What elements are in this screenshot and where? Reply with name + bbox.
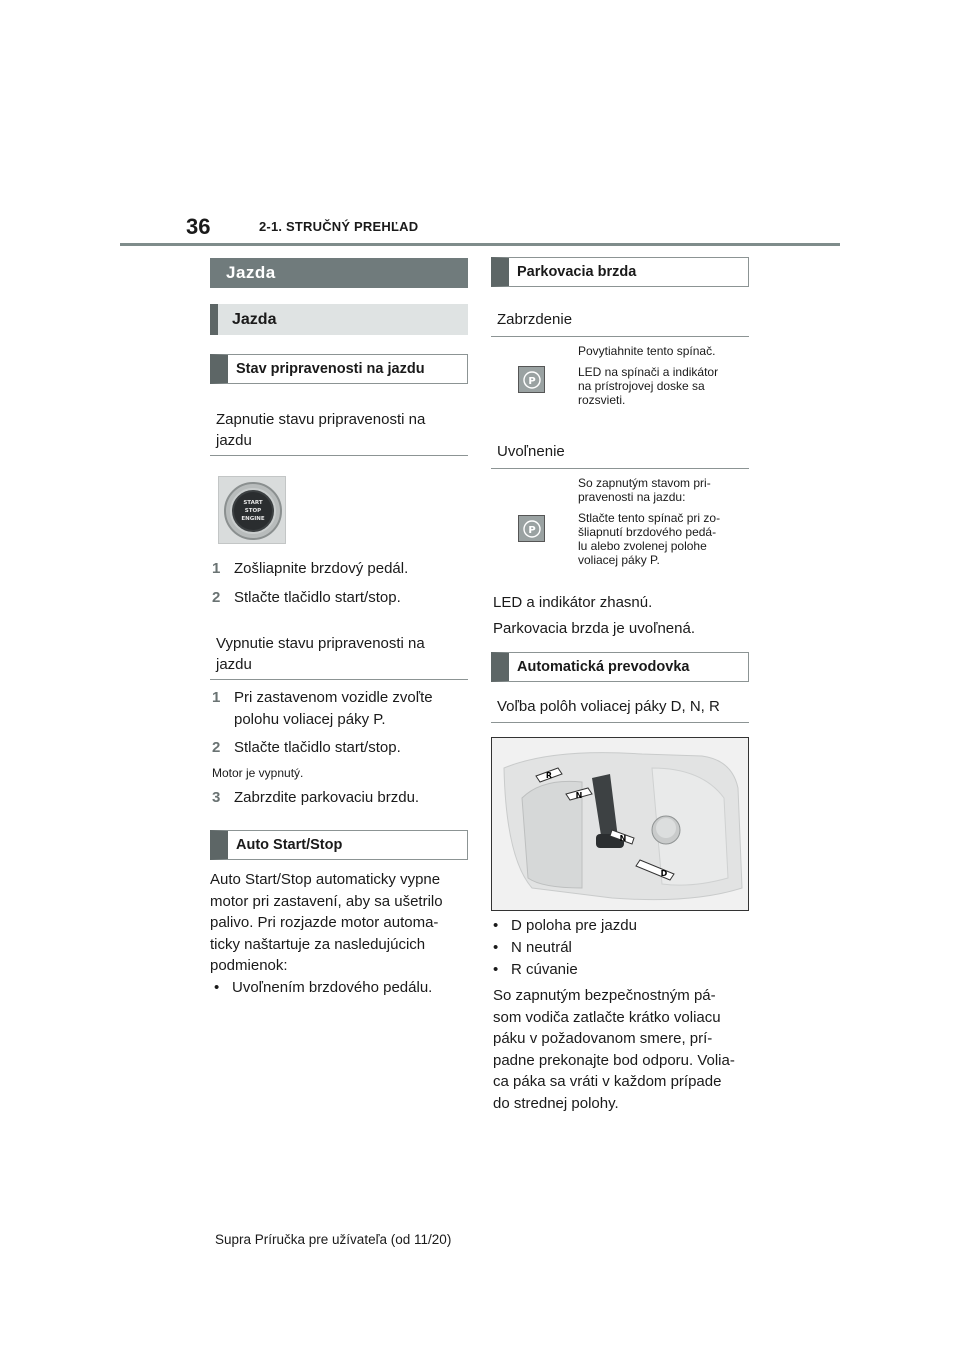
- parking-brake-symbol: [521, 369, 543, 391]
- led-off-text: LED a indikátor zhasnú.: [493, 594, 653, 611]
- on-heading: [210, 409, 468, 456]
- page-number: 36: [186, 214, 211, 239]
- parking-brake-switch-icon: [518, 515, 545, 542]
- box-autostart-heading: Auto Start/Stop: [210, 830, 468, 860]
- section-title: 2-1. STRUČNÝ PREHĽAD: [259, 219, 419, 234]
- autostart-line: Auto Start/Stop automaticky vypne: [210, 871, 441, 888]
- step-number: 1: [212, 560, 221, 577]
- band-jazda-main: Jazda: [210, 258, 468, 288]
- bullet-item: • D poloha pre jazdu: [493, 917, 637, 934]
- apply-heading: Zabrzdenie: [491, 309, 749, 337]
- button-label-engine: ENGINE: [241, 516, 265, 522]
- off-heading-line2: jazdu: [216, 656, 252, 673]
- selector-mark-n-down: N: [619, 834, 627, 843]
- release-heading: Uvoľnenie: [491, 441, 749, 469]
- on-heading-line1: Zapnutie stavu pripravenosti na: [216, 411, 426, 428]
- button-label-stop: STOP: [244, 508, 262, 514]
- footer-text: Supra Príručka pre užívateľa (od 11/20): [215, 1232, 452, 1247]
- off-heading: [210, 633, 468, 680]
- box-auto-transmission-heading: Automatická prevodovka: [491, 652, 749, 682]
- gear-selector-image: [491, 737, 749, 911]
- step-text: Stlačte tlačidlo start/stop.: [234, 739, 401, 756]
- start-stop-button-icon: [219, 477, 287, 545]
- autostart-line: motor pri zastavení, aby sa ušetrilo: [210, 892, 443, 910]
- on-heading-line2: jazdu: [216, 432, 252, 449]
- autostart-line: ticky naštartuje za nasledujúcich: [210, 935, 426, 953]
- step-text-line1: Pri zastavenom vozidle zvoľte: [234, 689, 433, 706]
- box-ready-heading: Stav pripravenosti na jazdu: [210, 354, 468, 384]
- select-heading: Voľba polôh voliacej páky D, N, R: [491, 696, 749, 723]
- off-step-1: [212, 687, 433, 730]
- parking-brake-symbol: [521, 518, 543, 540]
- bullet-item: • R cúvanie: [493, 961, 578, 978]
- parking-brake-switch-icon: [518, 366, 545, 393]
- bullet-item: • N neutrál: [493, 939, 572, 956]
- apply-instructions: Povytiahnite tento spínač. LED na spínači a indikátor na prístrojovej doske sa rozsvieti.: [578, 344, 719, 407]
- engine-off-note: Motor je vypnutý.: [212, 766, 304, 780]
- gear-selector-illustration: [492, 738, 748, 910]
- release-instructions: So zapnutým stavom pri- pravenosti na jazdu: Stlačte tento spínač pri zo- šliapnutí brzdového pedá- lu alebo zvolenej polohe voliacej páky P.: [578, 476, 721, 567]
- off-step-2: [212, 737, 401, 758]
- selector-mark-r: R: [545, 771, 553, 780]
- autostart-line: podmienok:: [210, 957, 288, 975]
- step-number: 3: [212, 789, 221, 806]
- autostart-paragraph: [210, 869, 443, 999]
- released-text: Parkovacia brzda je uvoľnená.: [493, 620, 695, 637]
- step-text-line2: polohu voliacej páky P.: [234, 711, 386, 728]
- position-bullets: [493, 915, 637, 980]
- header-rule: [120, 243, 840, 246]
- box-parking-heading: Parkovacia brzda: [491, 257, 749, 287]
- step-number: 2: [212, 739, 221, 756]
- autostart-bullet: • Uvoľnením brzdového pedálu.: [214, 978, 433, 996]
- band-jazda-sub: Jazda: [210, 304, 468, 335]
- autostart-line: palivo. Pri rozjazde motor automa-: [210, 914, 439, 932]
- button-label-start: START: [243, 500, 263, 506]
- step-text: Stlačte tlačidlo start/stop.: [234, 589, 401, 606]
- off-step-3: [212, 787, 419, 808]
- selector-mark-d: D: [660, 869, 668, 878]
- svg-text:P: P: [527, 524, 536, 536]
- step-number: 1: [212, 689, 221, 706]
- on-step-1: [212, 558, 408, 579]
- start-stop-button-image: [218, 476, 286, 544]
- step-number: 2: [212, 589, 221, 606]
- step-text: Zošliapnite brzdový pedál.: [234, 560, 409, 577]
- selector-mark-n-up: N: [575, 791, 583, 800]
- svg-text:P: P: [527, 375, 536, 387]
- step-text: Zabrzdite parkovaciu brzdu.: [234, 789, 420, 806]
- off-heading-line1: Vypnutie stavu pripravenosti na: [216, 635, 425, 652]
- selector-paragraph: So zapnutým bezpečnostným pá- som vodiča zatlačte krátko voliacu páku v požadovanom smere, prí- padne prekonajte bod odporu. Volia- ca páka sa vráti v každom prípade do strednej polohy.: [493, 987, 735, 1112]
- on-step-2: [212, 587, 401, 608]
